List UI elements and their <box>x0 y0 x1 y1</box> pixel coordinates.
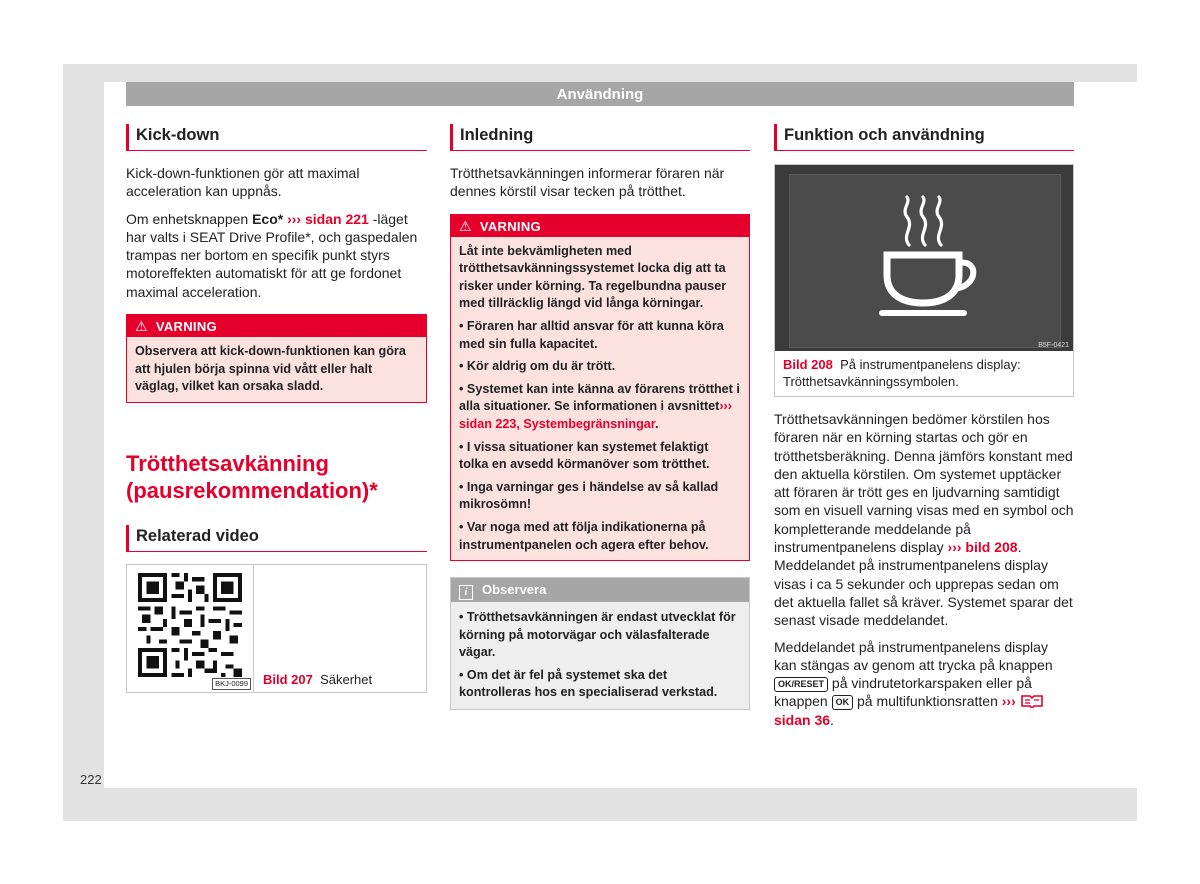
p1-text: Trötthetsavkänningen bedömer körstilen hos föraren när en körning startas och gör en trötthetsberäkning. Denna jämförs konstant med den aktuella körstilen. Om systemet upptäcker att föraren är trött ges en ljudvarning samtidigt som en visuell varning visas med en symbol och kompletterande meddelande på instrumentpanelens display <box>774 411 1074 556</box>
eco-button-label: Eco* <box>252 210 284 227</box>
note-box <box>450 577 750 710</box>
warning-label: VARNING <box>155 319 217 335</box>
page-number: 222 <box>80 772 102 787</box>
bullet-text: Föraren har alltid ansvar för att kunna köra med sin fulla kapacitet. <box>459 318 724 351</box>
column-right <box>774 124 1074 729</box>
warning-main-text: Låt inte bekvämligheten med trötthetsavkänningssystemet locka dig att ta risker under körning. Ta regelbundna pauser med tillräcklig längd vid långa körningar. <box>459 243 727 311</box>
warning-bullet: • I vissa situationer kan systemet felaktigt tolka en avsedd körmanöver som trötthet. <box>459 439 710 472</box>
function-heading: Funktion och användning <box>774 124 1074 151</box>
column-middle <box>450 124 750 710</box>
ok-reset-key-icon: OK/RESET <box>774 677 828 692</box>
kickdown-paragraph-2 <box>126 210 427 301</box>
page-36-link[interactable]: sidan 36 <box>774 711 831 728</box>
figure-207-text: Säkerhet <box>320 671 373 687</box>
kickdown-p2-post: -läget har valts i SEAT Drive Profile*, och gaspedalen trampas ner bortom en specifik punkt styrs motoreffekten automatiskt för att ge fordonet maximal acceleration. <box>126 210 418 300</box>
figure-207-code: BKJ-0099 <box>212 678 251 690</box>
function-paragraph-2 <box>774 638 1074 729</box>
figure-208 <box>774 164 1074 397</box>
p1-text-end: . Meddelandet på instrumentpanelens display visas i ca 5 sekunder och upprepas sedan om det aktuella fallet så kräver. Systemet sparar det senast visade meddelandet. <box>774 539 1073 629</box>
warning-triangle-icon: ⚠ <box>135 318 148 335</box>
fatigue-warning-box <box>450 214 750 562</box>
bullet-text: Trötthetsavkänningen är endast utvecklat för körning på motorvägar och välasfalterade vägar. <box>459 610 736 660</box>
figure-208-label: Bild 208 <box>783 357 833 372</box>
figure-208-code: B5F-0421 <box>1038 342 1069 349</box>
note-bullet: • Trötthetsavkänningen är endast utvecklat för körning på motorvägar och välasfalterade vägar. <box>459 610 736 660</box>
note-bullet: • Om det är fel på systemet ska det kontrolleras hos en specialiserad verkstad. <box>459 667 718 700</box>
warning-text: Observera att kick-down-funktionen kan göra att hjulen börja spinna vid vått eller halt väglag, vilket kan orsaka sladd. <box>135 344 406 394</box>
warning-header <box>451 215 749 237</box>
bullet-text: Systemet kan inte känna av förarens trötthet i alla situationer. Se informationen i avsnittet <box>459 381 740 414</box>
figure-207-caption <box>263 672 372 687</box>
note-header <box>451 578 749 602</box>
p2-text: Meddelandet på instrumentpanelens display kan stängas av genom att trycka på knappen <box>774 638 1053 673</box>
page-223-link[interactable]: ››› sidan 223, Systembegränsningar <box>459 399 732 431</box>
intro-heading: Inledning <box>450 124 750 151</box>
warning-header <box>127 315 426 337</box>
figure-207 <box>126 564 427 693</box>
display-image <box>775 165 1073 351</box>
figure-208-link[interactable]: ››› bild 208 <box>947 539 1018 556</box>
warning-bullet: • Föraren har alltid ansvar för att kunna köra med sin fulla kapacitet. <box>459 318 724 351</box>
warning-body <box>127 337 426 402</box>
ok-key-icon: OK <box>832 695 854 710</box>
fatigue-section-title: Trötthetsavkänning (pausrekommendation)* <box>126 450 378 503</box>
kickdown-heading: Kick-down <box>126 124 427 151</box>
warning-body <box>451 237 749 561</box>
note-label: Observera <box>482 582 547 598</box>
figure-208-caption <box>775 351 1073 396</box>
bullet-text: Var noga med att följa indikationerna på instrumentpanelen och agera efter behov. <box>459 519 709 552</box>
figure-208-text: På instrumentpanelens display: Trötthetsavkänningssymbolen. <box>783 357 1021 389</box>
kickdown-warning-box <box>126 314 427 403</box>
function-paragraph-1 <box>774 410 1074 630</box>
book-reference-icon <box>1020 694 1044 708</box>
related-video-heading: Relaterad video <box>126 525 427 552</box>
column-left <box>126 124 427 693</box>
info-icon: i <box>459 585 473 600</box>
coffee-cup-icon <box>775 165 1073 351</box>
warning-bullet: • Kör aldrig om du är trött. <box>459 359 616 374</box>
section-header-bar: Användning <box>126 82 1074 106</box>
note-body <box>451 602 749 709</box>
qr-code-icon <box>138 573 242 677</box>
bullet-text: Kör aldrig om du är trött. <box>466 359 616 374</box>
warning-triangle-icon: ⚠ <box>459 217 472 234</box>
bullet-text: Inga varningar ges i händelse av så kallad mikrosömn! <box>459 479 719 512</box>
warning-label: VARNING <box>479 218 541 234</box>
kickdown-paragraph-1: Kick-down-funktionen gör att maximal acceleration kan uppnås. <box>126 165 360 200</box>
p2-end: . <box>830 711 834 728</box>
warning-bullet: • Inga varningar ges i händelse av så kallad mikrosömn! <box>459 479 719 512</box>
bullet-text: Om det är fel på systemet ska det kontrolleras hos en specialiserad verkstad. <box>459 667 718 700</box>
p2-text: på multifunktionsratten <box>857 693 998 710</box>
qr-code-panel[interactable] <box>127 565 254 692</box>
figure-207-label: Bild 207 <box>263 671 313 687</box>
warning-bullet: • Var noga med att följa indikationerna på instrumentpanelen och agera efter behov. <box>459 519 709 552</box>
p2-text: på vindrutetorkarspaken eller på knappen <box>774 675 1032 710</box>
intro-text: Trötthetsavkänningen informerar föraren när dennes körstil visar tecken på trötthet. <box>450 165 725 200</box>
warning-bullet: • Systemet kan inte känna av förarens trötthet i alla situationer. Se informationen i avsnittet››› sidan 223, Systembegränsningar. <box>459 381 740 431</box>
bullet-text: I vissa situationer kan systemet felaktigt tolka en avsedd körmanöver som trötthet. <box>459 439 710 472</box>
kickdown-p2-pre: Om enhetsknappen <box>126 210 253 227</box>
page-36-link-arrows[interactable]: ››› <box>1001 693 1016 710</box>
page-221-link[interactable]: ››› sidan 221 <box>287 210 369 227</box>
